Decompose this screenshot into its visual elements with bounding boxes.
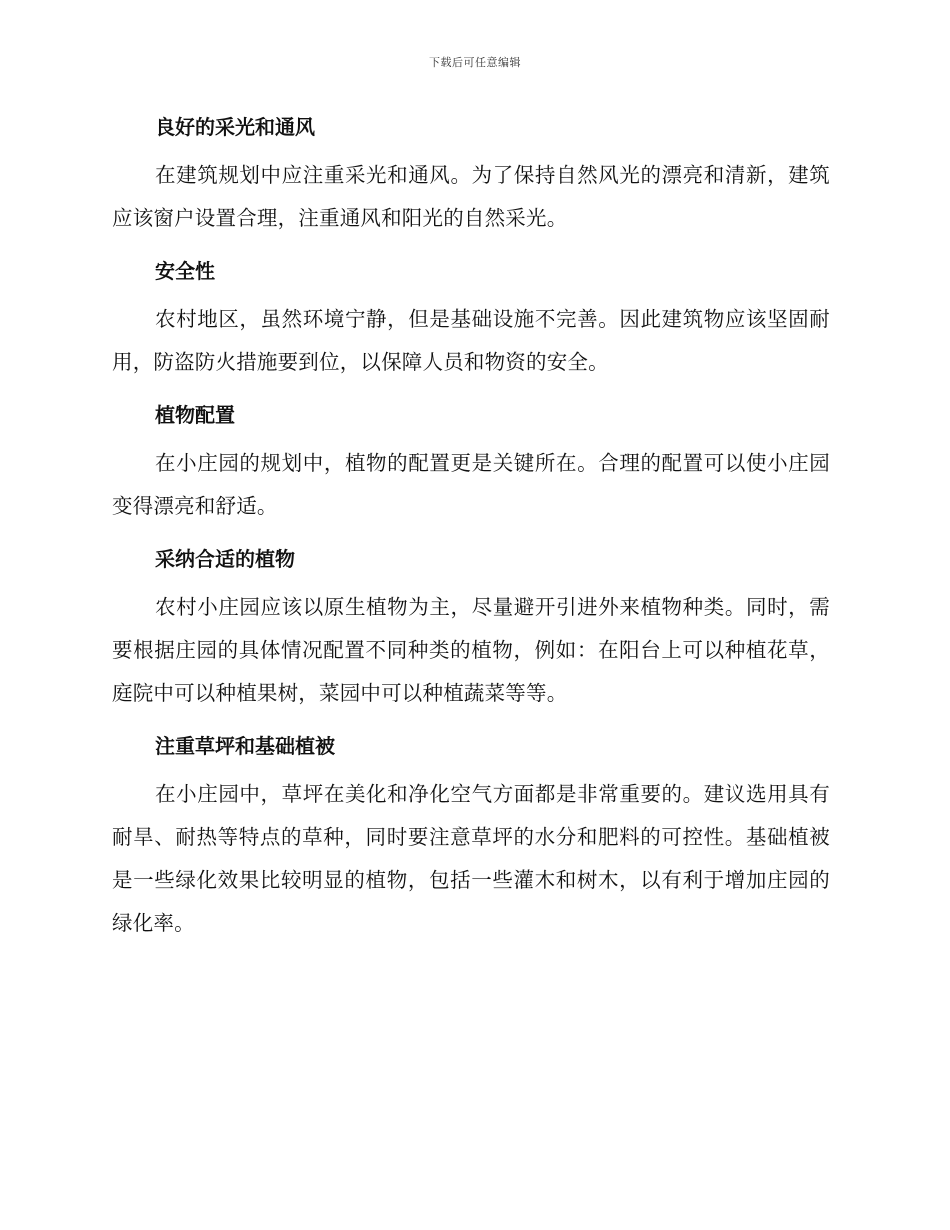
section-paragraph: 在小庄园中，草坪在美化和净化空气方面都是非常重要的。建议选用具有耐旱、耐热等特点的草种，同时要注意草坪的水分和肥料的可控性。基础植被是一些绿化效果比较明显的植物，包括一些灌木和树木，以有利于增加庄园的绿化率。 xyxy=(112,782,830,935)
section-paragraph: 农村小庄园应该以原生植物为主，尽量避开引进外来植物种类。同时，需要根据庄园的具体情况配置不同种类的植物，例如：在阳台上可以种植花草，庭院中可以种植果树，菜园中可以种植蔬菜等等。 xyxy=(112,595,830,705)
section-lawn-vegetation xyxy=(112,729,830,945)
section-plant-configuration xyxy=(112,398,830,528)
section-heading: 安全性 xyxy=(155,259,215,283)
section-heading: 植物配置 xyxy=(155,403,235,427)
section-heading: 采纳合适的植物 xyxy=(155,547,295,571)
section-lighting-ventilation xyxy=(112,110,830,240)
section-heading: 注重草坪和基础植被 xyxy=(155,734,335,758)
section-paragraph: 农村地区，虽然环境宁静，但是基础设施不完善。因此建筑物应该坚固耐用，防盗防火措施要到位，以保障人员和物资的安全。 xyxy=(112,307,830,374)
section-paragraph: 在建筑规划中应注重采光和通风。为了保持自然风光的漂亮和清新，建筑应该窗户设置合理，注重通风和阳光的自然采光。 xyxy=(112,163,830,230)
section-paragraph: 在小庄园的规划中，植物的配置更是关键所在。合理的配置可以使小庄园变得漂亮和舒适。 xyxy=(112,451,830,518)
section-suitable-plants xyxy=(112,542,830,715)
section-safety xyxy=(112,254,830,384)
section-heading: 良好的采光和通风 xyxy=(155,115,315,139)
page-header: 下载后可任意编辑 xyxy=(429,56,521,69)
document-body xyxy=(112,110,830,959)
